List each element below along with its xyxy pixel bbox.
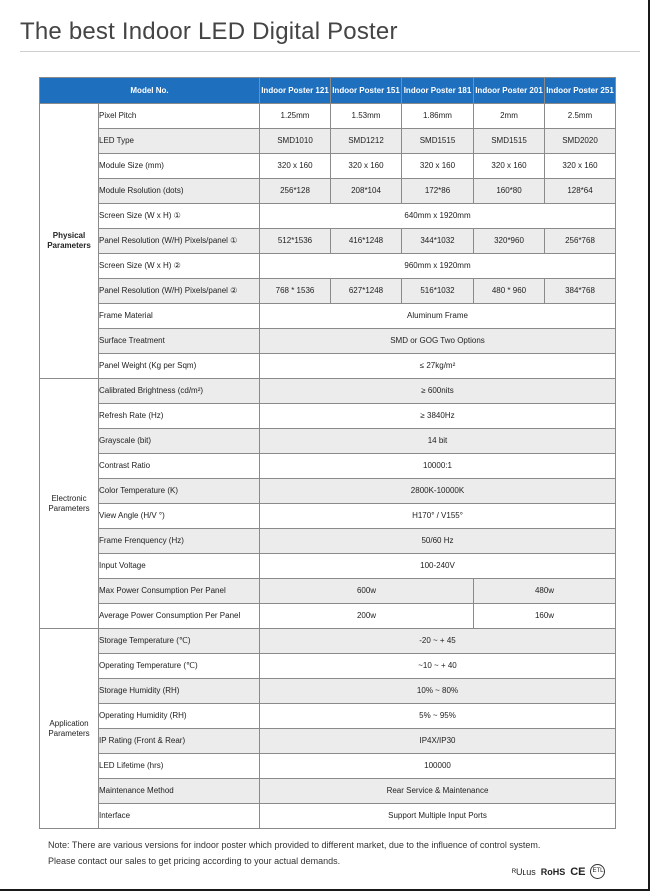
table-row	[40, 279, 616, 304]
row-label: Contrast Ratio	[99, 454, 260, 479]
cell-value: 320*960	[474, 229, 545, 254]
table-row	[40, 154, 616, 179]
footnote-line-2: Please contact our sales to get pricing according to your actual demands.	[48, 856, 341, 866]
cell-value-all-models: Support Multiple Input Ports	[260, 804, 616, 829]
model-header-2: Indoor Poster 151	[331, 78, 402, 104]
row-label: Color Temperature (K)	[99, 479, 260, 504]
row-label: Maintenance Method	[99, 779, 260, 804]
footnote-line-1: Note: There are various versions for indoor poster which provided to different market, due to the influence of control system.	[48, 840, 541, 850]
table-row	[40, 504, 616, 529]
row-label: Storage Humidity (RH)	[99, 679, 260, 704]
table-row	[40, 579, 616, 604]
row-label: Refresh Rate (Hz)	[99, 404, 260, 429]
group-label-electronic: Electronic Parameters	[40, 379, 99, 629]
model-header-3: Indoor Poster 181	[402, 78, 474, 104]
row-label: Panel Resolution (W/H) Pixels/panel ②	[99, 279, 260, 304]
table-row	[40, 529, 616, 554]
row-label: LED Lifetime (hrs)	[99, 754, 260, 779]
cell-value: 1.25mm	[260, 104, 331, 129]
table-row	[40, 729, 616, 754]
model-header: Model No.	[40, 78, 260, 104]
row-label: IP Rating (Front & Rear)	[99, 729, 260, 754]
cell-value-all-models: H170° / V155°	[260, 504, 616, 529]
row-label: Max Power Consumption Per Panel	[99, 579, 260, 604]
cell-value-all-models: 14 bit	[260, 429, 616, 454]
cell-value: 2mm	[474, 104, 545, 129]
title-divider	[20, 51, 640, 52]
table-row	[40, 679, 616, 704]
cell-value: 768 * 1536	[260, 279, 331, 304]
cell-value: SMD1515	[474, 129, 545, 154]
header-row	[40, 78, 616, 104]
cell-value-all-models: 640mm x 1920mm	[260, 204, 616, 229]
cell-value: 416*1248	[331, 229, 402, 254]
cell-value: 172*86	[402, 179, 474, 204]
table-row	[40, 629, 616, 654]
table-row	[40, 379, 616, 404]
table-row	[40, 704, 616, 729]
cell-value: 627*1248	[331, 279, 402, 304]
ce-mark: CE	[570, 865, 586, 878]
table-row	[40, 554, 616, 579]
page-title: The best Indoor LED Digital Poster	[20, 18, 398, 45]
model-header-5: Indoor Poster 251	[545, 78, 616, 104]
footnote	[48, 837, 540, 869]
cell-value-all-models: IP4X/IP30	[260, 729, 616, 754]
model-header-1: Indoor Poster 121	[260, 78, 331, 104]
table-row	[40, 754, 616, 779]
cell-value: 320 x 160	[260, 154, 331, 179]
etl-mark: ETL	[590, 864, 605, 879]
group-label-application: Application Parameters	[40, 629, 99, 829]
cell-value-all-models: 10000:1	[260, 454, 616, 479]
table-row	[40, 179, 616, 204]
table-row	[40, 454, 616, 479]
table-row	[40, 254, 616, 279]
cell-value-all-models: ≥ 3840Hz	[260, 404, 616, 429]
cell-value: 516*1032	[402, 279, 474, 304]
cell-value: 480 * 960	[474, 279, 545, 304]
cell-value-models-201-251: 480w	[474, 579, 616, 604]
cell-value: 208*104	[331, 179, 402, 204]
cell-value-all-models: ≤ 27kg/m²	[260, 354, 616, 379]
row-label: Panel Weight (Kg per Sqm)	[99, 354, 260, 379]
cell-value-all-models: ≥ 600nits	[260, 379, 616, 404]
table-row	[40, 404, 616, 429]
row-label: Interface	[99, 804, 260, 829]
cell-value: 256*768	[545, 229, 616, 254]
table-row	[40, 104, 616, 129]
cell-value-all-models: 50/60 Hz	[260, 529, 616, 554]
cell-value: SMD1515	[402, 129, 474, 154]
row-label: Screen Size (W x H) ①	[99, 204, 260, 229]
row-label: View Angle (H/V °)	[99, 504, 260, 529]
cell-value-all-models: 960mm x 1920mm	[260, 254, 616, 279]
cell-value: 320 x 160	[545, 154, 616, 179]
model-header-4: Indoor Poster 201	[474, 78, 545, 104]
table-row	[40, 804, 616, 829]
rohs-mark: RoHS	[540, 866, 566, 877]
cell-value-all-models: Aluminum Frame	[260, 304, 616, 329]
row-label: Pixel Pitch	[99, 104, 260, 129]
table-row	[40, 204, 616, 229]
cell-value: 384*768	[545, 279, 616, 304]
row-label: Grayscale (bit)	[99, 429, 260, 454]
cell-value-all-models: 100000	[260, 754, 616, 779]
row-label: Calibrated Brightness (cd/m²)	[99, 379, 260, 404]
cell-value-all-models: 100-240V	[260, 554, 616, 579]
row-label: LED Type	[99, 129, 260, 154]
cell-value: SMD1010	[260, 129, 331, 154]
cell-value: SMD1212	[331, 129, 402, 154]
row-label: Input Voltage	[99, 554, 260, 579]
cell-value: 320 x 160	[402, 154, 474, 179]
ul-mark: ᴿUʟus	[512, 866, 536, 877]
table-row	[40, 429, 616, 454]
cell-value: 344*1032	[402, 229, 474, 254]
row-label: Surface Treatment	[99, 329, 260, 354]
cell-value: 2.5mm	[545, 104, 616, 129]
cell-value: 128*64	[545, 179, 616, 204]
cell-value-models-121-181: 600w	[260, 579, 474, 604]
table-row	[40, 229, 616, 254]
certification-marks	[512, 864, 605, 879]
row-label: Module Rsolution (dots)	[99, 179, 260, 204]
cell-value-all-models: ~10 ~ + 40	[260, 654, 616, 679]
cell-value: 1.53mm	[331, 104, 402, 129]
table-row	[40, 329, 616, 354]
group-label-physical: Physical Parameters	[40, 104, 99, 379]
table-row	[40, 479, 616, 504]
cell-value-models-121-181: 200w	[260, 604, 474, 629]
cell-value-all-models: SMD or GOG Two Options	[260, 329, 616, 354]
cell-value-models-201-251: 160w	[474, 604, 616, 629]
row-label: Storage Temperature (℃)	[99, 629, 260, 654]
table-row	[40, 304, 616, 329]
row-label: Operating Temperature (℃)	[99, 654, 260, 679]
row-label: Screen Size (W x H) ②	[99, 254, 260, 279]
cell-value: SMD2020	[545, 129, 616, 154]
cell-value-all-models: 5% ~ 95%	[260, 704, 616, 729]
cell-value-all-models: 10% ~ 80%	[260, 679, 616, 704]
cell-value: 320 x 160	[474, 154, 545, 179]
row-label: Frame Material	[99, 304, 260, 329]
table-row	[40, 129, 616, 154]
row-label: Average Power Consumption Per Panel	[99, 604, 260, 629]
cell-value: 320 x 160	[331, 154, 402, 179]
cell-value: 512*1536	[260, 229, 331, 254]
row-label: Operating Humidity (RH)	[99, 704, 260, 729]
row-label: Panel Resolution (W/H) Pixels/panel ①	[99, 229, 260, 254]
cell-value: 256*128	[260, 179, 331, 204]
table-row	[40, 779, 616, 804]
cell-value-all-models: 2800K-10000K	[260, 479, 616, 504]
row-label: Frame Frenquency (Hz)	[99, 529, 260, 554]
row-label: Module Size (mm)	[99, 154, 260, 179]
cell-value-all-models: Rear Service & Maintenance	[260, 779, 616, 804]
cell-value-all-models: -20 ~ + 45	[260, 629, 616, 654]
table-row	[40, 354, 616, 379]
table-row	[40, 604, 616, 629]
cell-value: 160*80	[474, 179, 545, 204]
table-row	[40, 654, 616, 679]
spec-table	[39, 77, 616, 829]
cell-value: 1.86mm	[402, 104, 474, 129]
